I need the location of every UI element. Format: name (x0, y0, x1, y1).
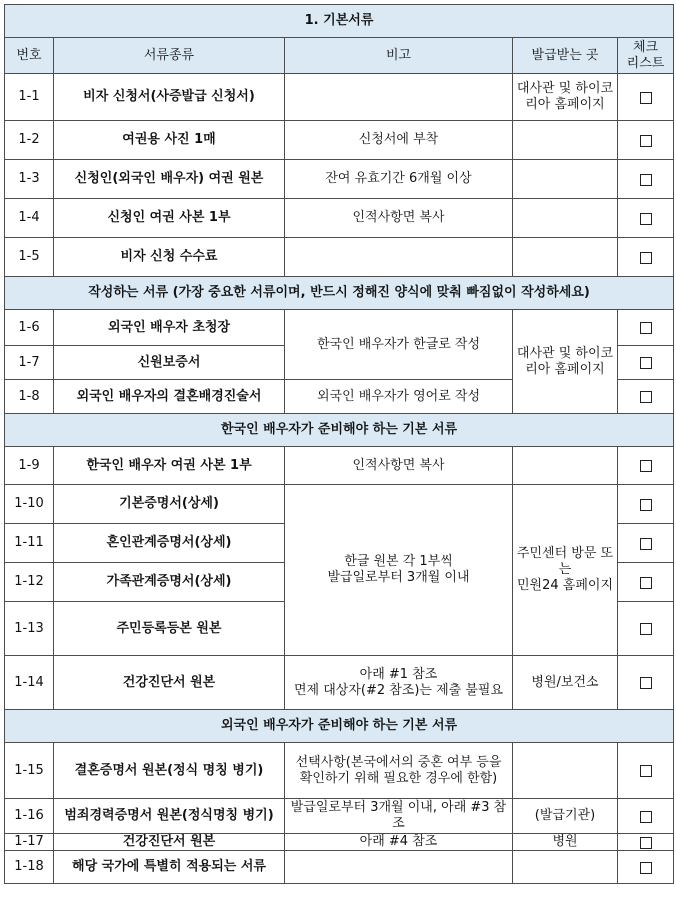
document-name: 가족관계증명서(상세) (54, 563, 285, 602)
checklist-checkbox[interactable] (618, 524, 674, 563)
issuer-cell: 병원/보건소 (513, 656, 618, 710)
note-cell: 한글 원본 각 1부씩 발급일로부터 3개월 이내 (285, 485, 513, 656)
row-number: 1-11 (5, 524, 54, 563)
checkbox-icon[interactable] (640, 837, 652, 849)
document-name: 한국인 배우자 여권 사본 1부 (54, 447, 285, 485)
checkbox-icon[interactable] (640, 577, 652, 589)
checkbox-icon[interactable] (640, 135, 652, 147)
section-title-korean-spouse: 한국인 배우자가 준비해야 하는 기본 서류 (5, 414, 674, 447)
checklist-checkbox[interactable] (618, 199, 674, 238)
checklist-checkbox[interactable] (618, 380, 674, 414)
checkbox-icon[interactable] (640, 322, 652, 334)
row-number: 1-5 (5, 238, 54, 277)
document-name: 해당 국가에 특별히 적용되는 서류 (54, 851, 285, 884)
checklist-checkbox[interactable] (618, 121, 674, 160)
note-cell (285, 851, 513, 884)
section-title-foreign-spouse: 외국인 배우자가 준비해야 하는 기본 서류 (5, 710, 674, 743)
issuer-cell: 대사관 및 하이코리아 홈페이지 (513, 310, 618, 414)
checkbox-icon[interactable] (640, 460, 652, 472)
note-cell: 외국인 배우자가 영어로 작성 (285, 380, 513, 414)
document-name: 비자 신청서(사증발급 신청서) (54, 74, 285, 121)
checklist-checkbox[interactable] (618, 74, 674, 121)
row-number: 1-18 (5, 851, 54, 884)
checkbox-icon[interactable] (640, 765, 652, 777)
note-cell: 아래 #1 참조 면제 대상자(#2 참조)는 제출 불필요 (285, 656, 513, 710)
header-issuer: 발급받는 곳 (513, 38, 618, 74)
row-number: 1-13 (5, 602, 54, 656)
row-number: 1-2 (5, 121, 54, 160)
checkbox-icon[interactable] (640, 357, 652, 369)
header-check: 체크 리스트 (618, 38, 674, 74)
row-number: 1-1 (5, 74, 54, 121)
note-cell: 선택사항(본국에서의 중혼 여부 등을 확인하기 위해 필요한 경우에 한함) (285, 743, 513, 799)
row-number: 1-17 (5, 834, 54, 851)
issuer-cell: 주민센터 방문 또는 민원24 홈페이지 (513, 485, 618, 656)
row-number: 1-4 (5, 199, 54, 238)
checklist-checkbox[interactable] (618, 310, 674, 346)
checklist-checkbox[interactable] (618, 851, 674, 884)
note-cell (285, 238, 513, 277)
checklist-checkbox[interactable] (618, 656, 674, 710)
checklist-checkbox[interactable] (618, 602, 674, 656)
checklist-checkbox[interactable] (618, 799, 674, 834)
row-number: 1-8 (5, 380, 54, 414)
header-type: 서류종류 (54, 38, 285, 74)
document-name: 기본증명서(상세) (54, 485, 285, 524)
document-name: 비자 신청 수수료 (54, 238, 285, 277)
checklist-checkbox[interactable] (618, 447, 674, 485)
issuer-cell: 대사관 및 하이코리아 홈페이지 (513, 74, 618, 121)
checkbox-icon[interactable] (640, 391, 652, 403)
note-cell: 신청서에 부착 (285, 121, 513, 160)
issuer-cell (513, 121, 618, 160)
checkbox-icon[interactable] (640, 92, 652, 104)
row-number: 1-3 (5, 160, 54, 199)
note-cell: 인적사항면 복사 (285, 447, 513, 485)
section-title-written: 작성하는 서류 (가장 중요한 서류이며, 반드시 정해진 양식에 맞춰 빠짐없이 작성하세요) (5, 277, 674, 310)
checkbox-icon[interactable] (640, 538, 652, 550)
checklist-checkbox[interactable] (618, 485, 674, 524)
note-cell: 한국인 배우자가 한글로 작성 (285, 310, 513, 380)
document-name: 범죄경력증명서 원본(정식명칭 병기) (54, 799, 285, 834)
document-name: 외국인 배우자 초청장 (54, 310, 285, 346)
document-name: 건강진단서 원본 (54, 834, 285, 851)
issuer-cell (513, 851, 618, 884)
checklist-checkbox[interactable] (618, 743, 674, 799)
header-note: 비고 (285, 38, 513, 74)
document-name: 신청인 여권 사본 1부 (54, 199, 285, 238)
row-number: 1-12 (5, 563, 54, 602)
checklist-checkbox[interactable] (618, 563, 674, 602)
document-name: 여권용 사진 1매 (54, 121, 285, 160)
issuer-cell (513, 160, 618, 199)
document-name: 신원보증서 (54, 346, 285, 380)
checkbox-icon[interactable] (640, 811, 652, 823)
document-name: 결혼증명서 원본(정식 명칭 병기) (54, 743, 285, 799)
checkbox-icon[interactable] (640, 677, 652, 689)
issuer-cell (513, 743, 618, 799)
note-cell: 아래 #4 참조 (285, 834, 513, 851)
issuer-cell (513, 238, 618, 277)
section-title-basic: 1. 기본서류 (5, 5, 674, 38)
checkbox-icon[interactable] (640, 174, 652, 186)
checklist-checkbox[interactable] (618, 238, 674, 277)
issuer-cell (513, 199, 618, 238)
document-name: 주민등록등본 원본 (54, 602, 285, 656)
row-number: 1-16 (5, 799, 54, 834)
note-cell (285, 74, 513, 121)
checklist-checkbox[interactable] (618, 160, 674, 199)
checkbox-icon[interactable] (640, 213, 652, 225)
note-cell: 잔여 유효기간 6개월 이상 (285, 160, 513, 199)
document-checklist-table (4, 4, 674, 884)
issuer-cell: (발급기관) (513, 799, 618, 834)
row-number: 1-7 (5, 346, 54, 380)
document-name: 건강진단서 원본 (54, 656, 285, 710)
checklist-checkbox[interactable] (618, 834, 674, 851)
row-number: 1-9 (5, 447, 54, 485)
row-number: 1-15 (5, 743, 54, 799)
document-name: 외국인 배우자의 결혼배경진술서 (54, 380, 285, 414)
row-number: 1-6 (5, 310, 54, 346)
note-cell: 발급일로부터 3개월 이내, 아래 #3 참조 (285, 799, 513, 834)
document-name: 혼인관계증명서(상세) (54, 524, 285, 563)
checkbox-icon[interactable] (640, 862, 652, 874)
row-number: 1-10 (5, 485, 54, 524)
row-number: 1-14 (5, 656, 54, 710)
checkbox-icon[interactable] (640, 623, 652, 635)
header-no: 번호 (5, 38, 54, 74)
checklist-checkbox[interactable] (618, 346, 674, 380)
issuer-cell: 병원 (513, 834, 618, 851)
document-name: 신청인(외국인 배우자) 여권 원본 (54, 160, 285, 199)
issuer-cell (513, 447, 618, 485)
note-cell: 인적사항면 복사 (285, 199, 513, 238)
checkbox-icon[interactable] (640, 252, 652, 264)
checkbox-icon[interactable] (640, 499, 652, 511)
